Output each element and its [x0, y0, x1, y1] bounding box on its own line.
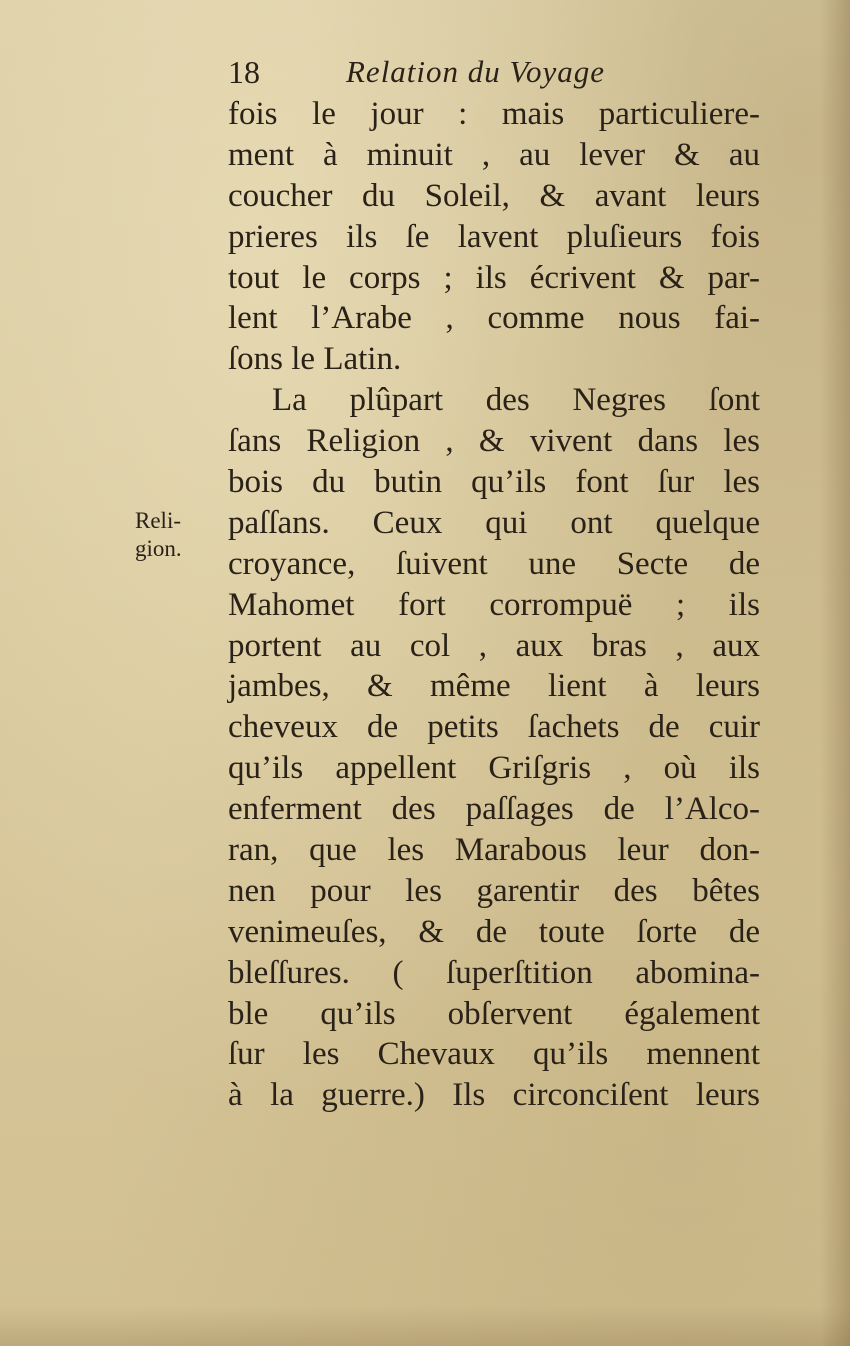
- text-line: ſur les Chevaux qu’ils mennent: [228, 1036, 760, 1073]
- page-number: 18: [228, 54, 260, 90]
- text-line: ment à minuit , au lever & au: [228, 136, 760, 173]
- body-text: [228, 94, 760, 1116]
- text-line: bois du butin qu’ils font ſur les: [228, 464, 760, 501]
- text-line: jambes, & même lient à leurs: [228, 668, 760, 705]
- running-title: Relation du Voyage: [346, 54, 606, 89]
- text-line: venimeuſes, & de toute ſorte de: [228, 913, 760, 950]
- text-line: cheveux de petits ſachets de cuir: [228, 709, 760, 746]
- margin-note-line: gion.: [135, 536, 182, 561]
- page-bottom-shadow: [0, 1306, 850, 1346]
- text-line: Mahomet fort corrompuë ; ils: [228, 586, 760, 623]
- margin-note-line: Reli-: [135, 508, 181, 533]
- margin-note: [135, 507, 215, 563]
- text-line: coucher du Soleil, & avant leurs: [228, 177, 760, 214]
- text-line: bleſſures. ( ſuperſtition abomina-: [228, 954, 760, 991]
- text-line: croyance, ſuivent une Secte de: [228, 545, 760, 582]
- page-edge-shadow: [820, 0, 850, 1346]
- text-line: lent l’Arabe , comme nous fai-: [228, 300, 760, 337]
- text-line: La plûpart des Negres ſont: [272, 382, 760, 419]
- text-line: ſons le Latin.: [228, 341, 402, 378]
- text-line: prieres ils ſe lavent pluſieurs fois: [228, 218, 760, 255]
- text-line: nen pour les garentir des bêtes: [228, 872, 760, 909]
- text-line: qu’ils appellent Griſgris , où ils: [228, 750, 760, 787]
- text-line: portent au col , aux bras , aux: [228, 627, 760, 664]
- text-line: tout le corps ; ils écrivent & par-: [228, 259, 760, 296]
- text-line: fois le jour : mais particuliere-: [228, 96, 760, 132]
- text-line: à la guerre.) Ils circonciſent leurs: [228, 1077, 760, 1114]
- text-line: ſans Religion , & vivent dans les: [228, 423, 760, 460]
- page-header: [228, 52, 758, 92]
- text-line: paſſans. Ceux qui ont quelque: [228, 504, 760, 541]
- text-line: ble qu’ils obſervent également: [228, 995, 760, 1032]
- text-line: enferment des paſſages de l’Alco-: [228, 791, 760, 828]
- text-line: ran, que les Marabous leur don-: [228, 832, 760, 869]
